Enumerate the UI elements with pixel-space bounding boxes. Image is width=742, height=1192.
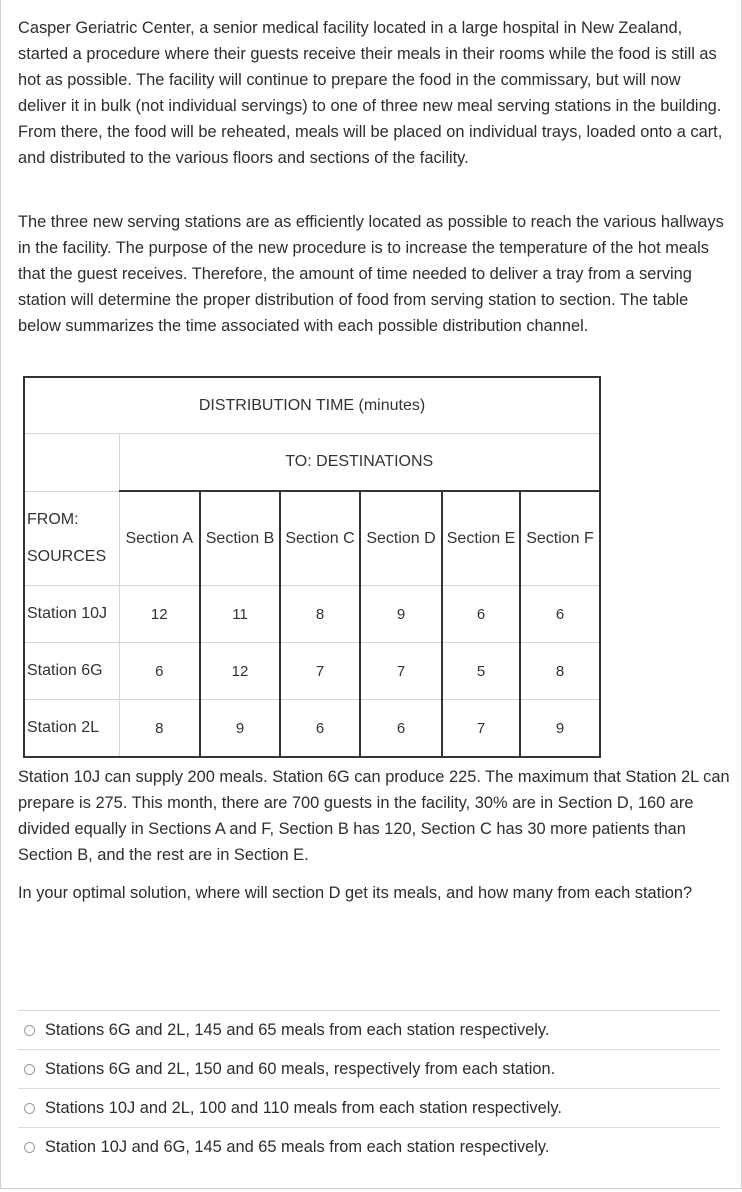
table-cell: 8: [119, 700, 200, 758]
column-header: Section F: [520, 491, 600, 586]
answer-option-label[interactable]: Stations 6G and 2L, 150 and 60 meals, respectively from each station.: [45, 1059, 556, 1078]
table-cell: 11: [200, 586, 280, 643]
table-cell: 7: [280, 643, 360, 700]
destinations-header: TO: DESTINATIONS: [119, 434, 600, 492]
radio-button[interactable]: [24, 1103, 35, 1114]
table-cell: 8: [520, 643, 600, 700]
column-header: Section A: [119, 491, 200, 586]
table-cell: 7: [442, 700, 520, 758]
row-station-label: Station 10J: [24, 586, 119, 643]
table-cell: 6: [119, 643, 200, 700]
sources-label: SOURCES: [27, 548, 107, 566]
table-cell: 12: [200, 643, 280, 700]
problem-paragraph-2: The three new serving stations are as efficiently located as possible to reach the various hallways in the facility. The purpose of the new procedure is to increase the temperature of the hot meals that the guest receives. Therefore, the amount of time needed to deliver a tray from a serving station will determine the proper distribution of food from serving station to section. The table below summarizes the time associated with each possible distribution channel.: [18, 213, 724, 335]
row-station-label: Station 6G: [24, 643, 119, 700]
table-cell: 9: [200, 700, 280, 758]
table-cell: 6: [442, 586, 520, 643]
distribution-time-table: [23, 376, 601, 758]
column-header: Section C: [280, 491, 360, 586]
answer-option[interactable]: [18, 1010, 720, 1049]
table-row: [24, 586, 600, 643]
answer-option-label[interactable]: Station 10J and 6G, 145 and 65 meals from each station respectively.: [45, 1137, 550, 1156]
problem-paragraph-3: Station 10J can supply 200 meals. Station 6G can produce 225. The maximum that Station 2L can prepare is 275. This month, there are 700 guests in the facility, 30% are in Section D, 160 are divided equally in Sections A and F, Section B has 120, Section C has 30 more patients than Section B, and the rest are in Section E.: [18, 768, 730, 864]
table-cell: 7: [360, 643, 442, 700]
column-header: Section D: [360, 491, 442, 586]
radio-button[interactable]: [24, 1142, 35, 1153]
column-header: Section B: [200, 491, 280, 586]
table-cell: 6: [280, 700, 360, 758]
radio-button[interactable]: [24, 1025, 35, 1036]
table-cell: 12: [119, 586, 200, 643]
table-cell: 8: [280, 586, 360, 643]
table-cell: 9: [360, 586, 442, 643]
answer-option[interactable]: [18, 1127, 720, 1166]
table-empty-cell: [24, 434, 119, 492]
radio-button[interactable]: [24, 1064, 35, 1075]
answer-option-label[interactable]: Stations 6G and 2L, 145 and 65 meals from each station respectively.: [45, 1020, 550, 1039]
answer-option[interactable]: [18, 1049, 720, 1088]
table-cell: 6: [520, 586, 600, 643]
table-cell: 5: [442, 643, 520, 700]
answer-option[interactable]: [18, 1088, 720, 1127]
table-row: [24, 643, 600, 700]
table-cell: 6: [360, 700, 442, 758]
table-cell: 9: [520, 700, 600, 758]
question-prompt: In your optimal solution, where will section D get its meals, and how many from each station?: [18, 884, 693, 902]
table-title: DISTRIBUTION TIME (minutes): [24, 377, 600, 434]
answer-options: [18, 1010, 720, 1166]
column-header: Section E: [442, 491, 520, 586]
row-station-label: Station 2L: [24, 700, 119, 758]
sources-header: [24, 491, 119, 586]
table-row: [24, 700, 600, 758]
problem-paragraph-1: Casper Geriatric Center, a senior medical facility located in a large hospital in New Zealand, started a procedure where their guests receive their meals in their rooms while the food is still as hot as possible. The facility will continue to prepare the food in the commissary, but will now deliver it in bulk (not individual servings) to one of three new meal serving stations in the building. From there, the food will be reheated, meals will be placed on individual trays, loaded onto a cart, and distributed to the various floors and sections of the facility.: [18, 19, 723, 167]
from-label: FROM:: [27, 511, 79, 529]
answer-option-label[interactable]: Stations 10J and 2L, 100 and 110 meals from each station respectively.: [45, 1098, 562, 1117]
